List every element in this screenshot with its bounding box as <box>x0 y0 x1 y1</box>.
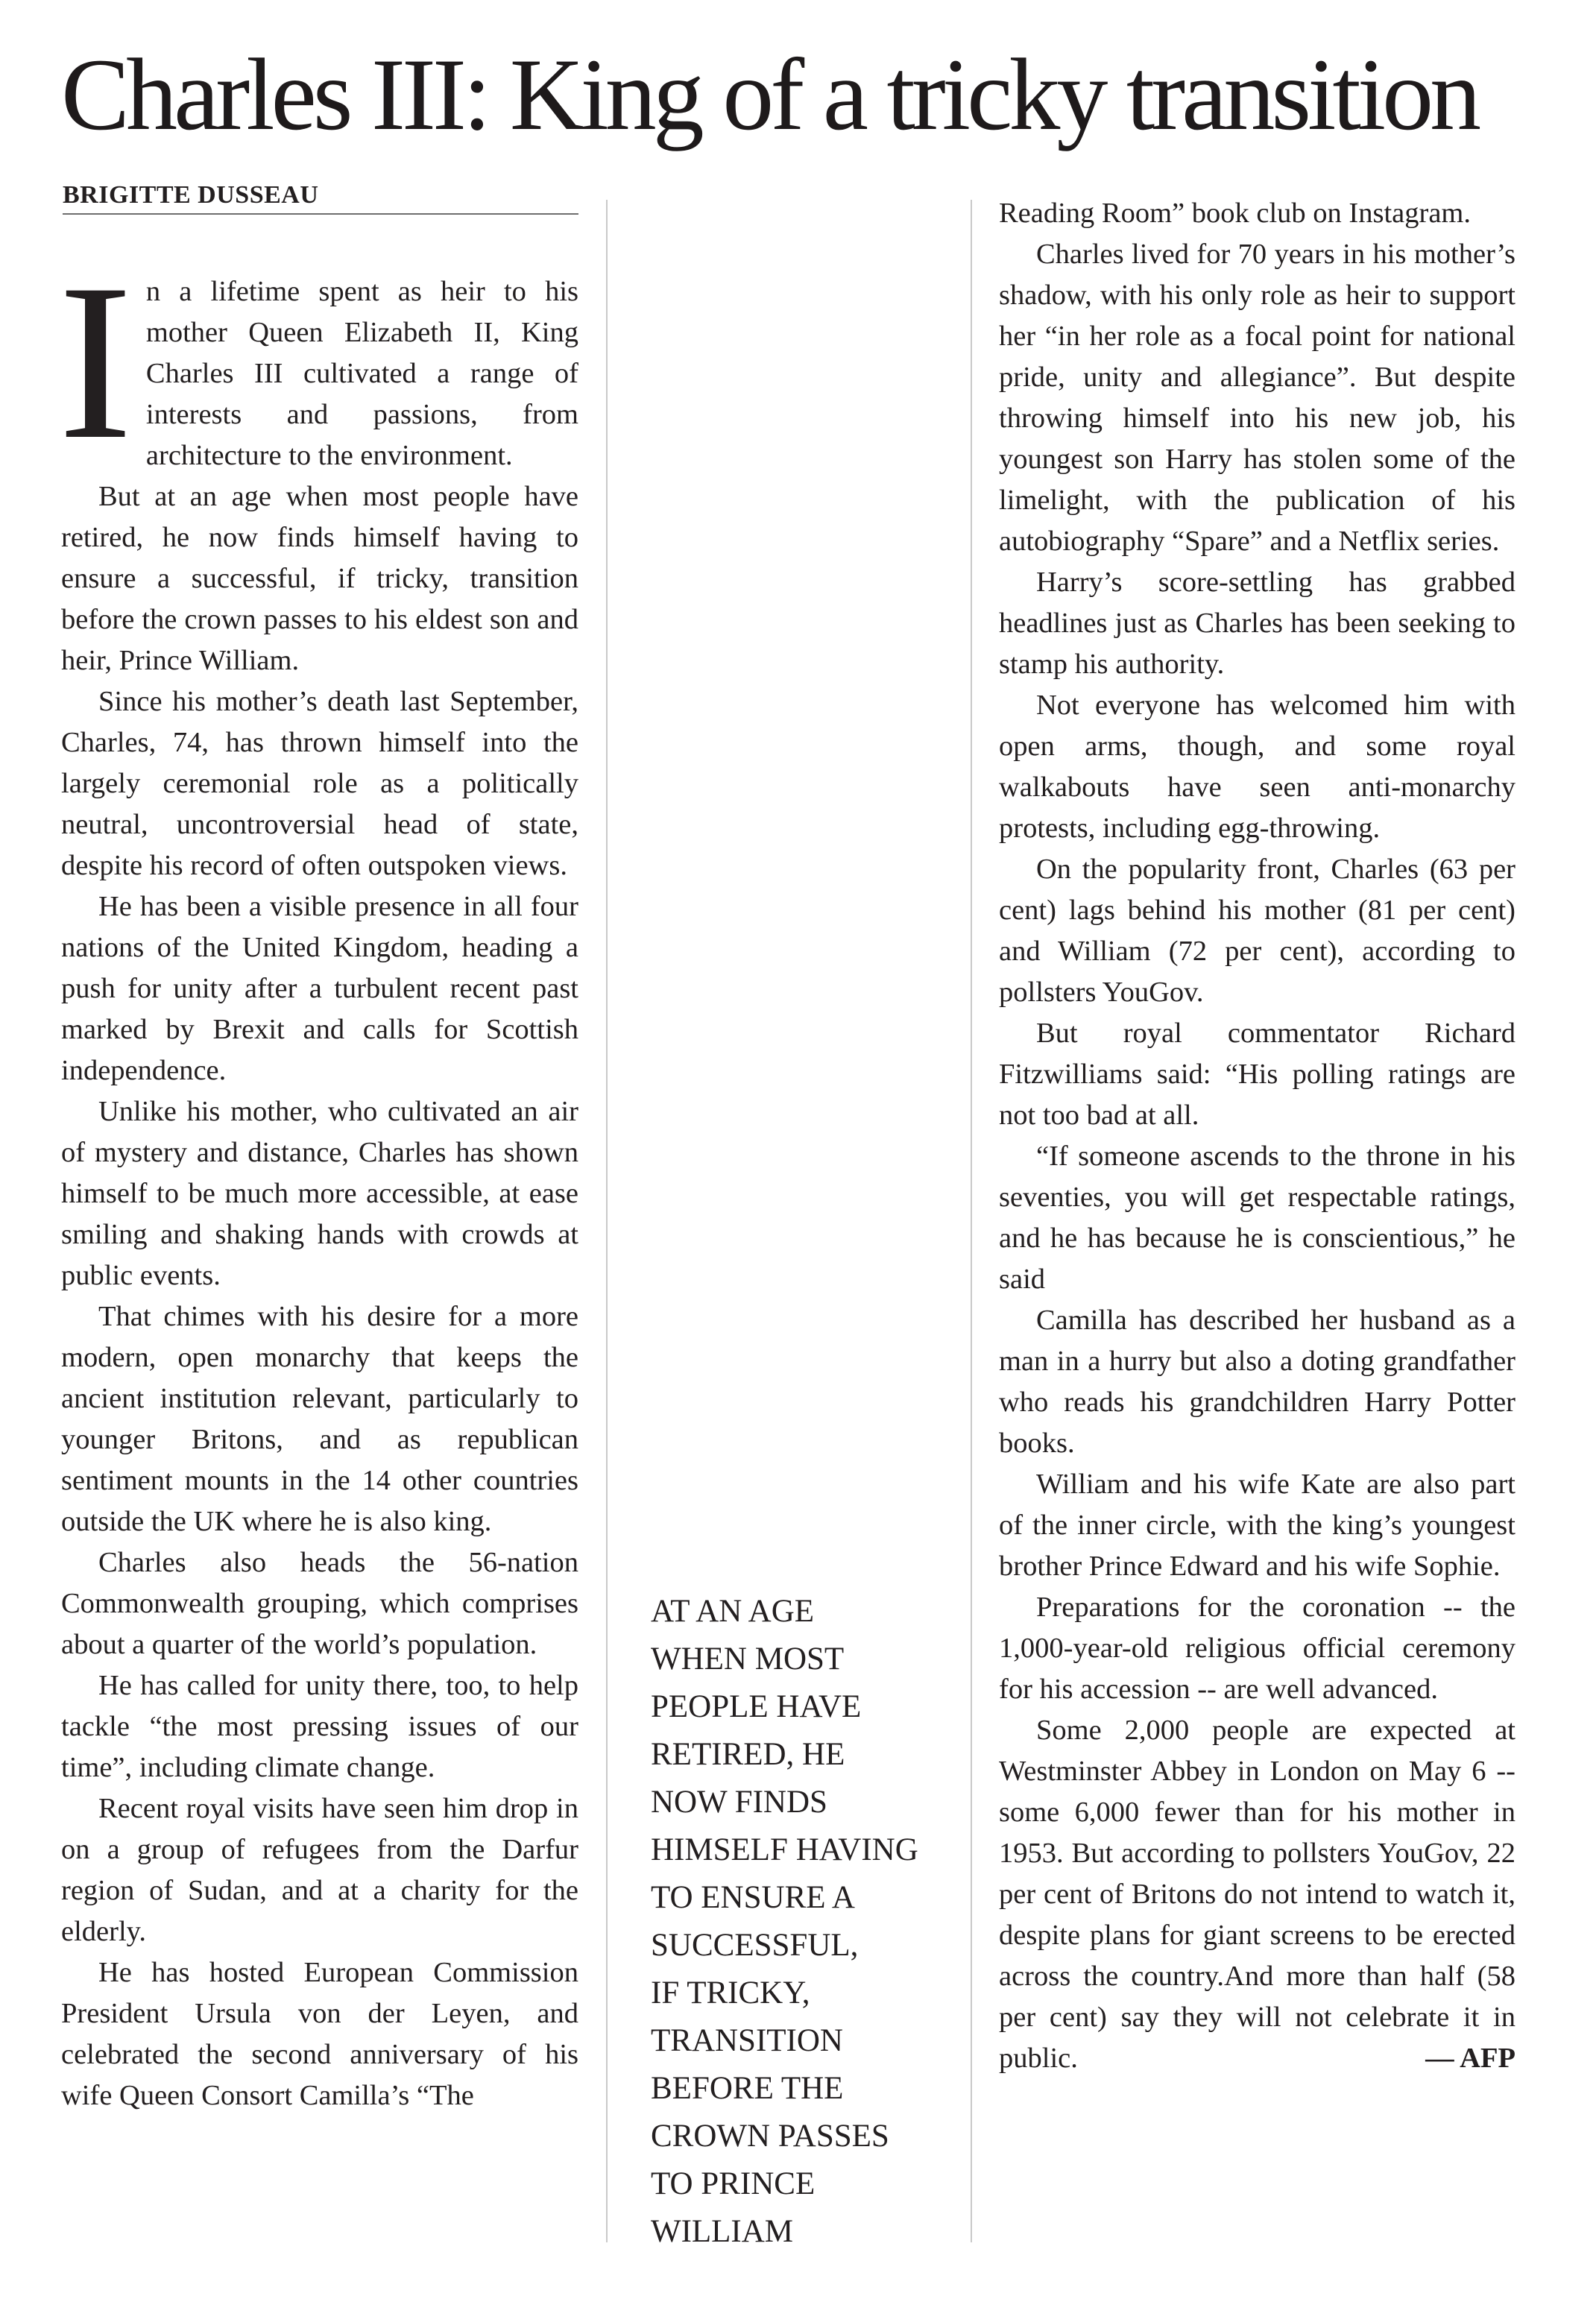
lead-paragraph-text: n a lifetime spent as heir to his mother Queen Elizabeth II, King Charles III cultivated a range of interests and passions, from architecture to the environment. <box>145 276 578 471</box>
body-paragraph: But at an age when most people have retired, he now finds himself having to ensure a successful, if tricky, transition before the crown passes to his eldest son and heir, Prince William. <box>61 481 578 676</box>
pull-quote-line: WILLIAM <box>651 2214 794 2249</box>
body-paragraph: Camilla has described her husband as a man in a hurry but also a doting grandfather who reads his grandchildren Harry Potter books. <box>999 1305 1515 1459</box>
pull-quote-line: HIMSELF HAVING <box>651 1832 918 1867</box>
body-paragraph: Preparations for the coronation -- the 1,000-year-old religious official ceremony for his accession -- are well advanced. <box>999 1592 1515 1705</box>
body-paragraph: He has called for unity there, too, to help tackle “the most pressing issues of our time”, including climate change. <box>61 1670 578 1783</box>
pull-quote-line: TO PRINCE <box>651 2166 816 2201</box>
column-divider-right <box>971 200 972 2242</box>
body-paragraph: Charles also heads the 56-nation Commonwealth grouping, which comprises about a quarter of the world’s population. <box>61 1547 578 1660</box>
headline: Charles III: King of a tricky transition <box>61 37 1478 151</box>
article-column-1 <box>58 238 578 2116</box>
pull-quote-line: AT AN AGE <box>651 1594 815 1629</box>
final-paragraph <box>999 1710 1515 2079</box>
drop-cap: I <box>58 238 133 485</box>
article-column-3 <box>999 193 1515 2079</box>
lead-paragraph <box>58 238 578 485</box>
byline: BRIGITTE DUSSEAU <box>63 180 578 215</box>
pull-quote-line: WHEN MOST <box>651 1642 845 1677</box>
column-divider-left <box>606 200 608 2242</box>
body-paragraph: Harry’s score-settling has grabbed headlines just as Charles has been seeking to stamp his authority. <box>999 567 1515 680</box>
continuation-paragraph: Reading Room” book club on Instagram. <box>999 198 1471 229</box>
body-paragraph: Since his mother’s death last September, Charles, 74, has thrown himself into the largely ceremonial role as a politically neutral, uncontroversial head of state, despite his record of often outspoken views. <box>61 686 578 881</box>
pull-quote-line: TRANSITION <box>651 2023 843 2058</box>
body-paragraph: Recent royal visits have seen him drop in on a group of refugees from the Darfur region of Sudan, and at a charity for the elderly. <box>61 1793 578 1947</box>
pull-quote-line: PEOPLE HAVE <box>651 1689 862 1724</box>
body-paragraph: “If someone ascends to the throne in his seventies, you will get respectable ratings, and he has because he is conscientious,” he said <box>999 1141 1515 1295</box>
pull-quote-line: TO ENSURE A <box>651 1880 855 1915</box>
body-paragraph: Unlike his mother, who cultivated an air of mystery and distance, Charles has shown himself to be much more accessible, at ease smiling and shaking hands with crowds at public events. <box>61 1096 578 1291</box>
pull-quote-line: BEFORE THE <box>651 2071 844 2106</box>
final-paragraph-text: Some 2,000 people are expected at Westminster Abbey in London on May 6 -- some 6,000 fewer than for his mother in 1953. But according to pollsters YouGov, 22 per cent of Britons do not intend to watch it, despite plans for giant screens to be erected across the country.And more than half (58 per cent) say they will not celebrate it in public. <box>999 1715 1515 2074</box>
pull-quote-line: NOW FINDS <box>651 1785 827 1820</box>
body-paragraph: On the popularity front, Charles (63 per cent) lags behind his mother (81 per cent) and William (72 per cent), according to pollsters YouGov. <box>999 854 1515 1008</box>
body-paragraph: Charles lived for 70 years in his mother’s shadow, with his only role as heir to support her “in her role as a focal point for national pride, unity and allegiance”. But despite throwing himself into his new job, his youngest son Harry has stolen some of the limelight, with the publication of his autobiography “Spare” and a Netflix series. <box>999 239 1515 557</box>
pull-quote <box>651 1588 949 2256</box>
body-paragraph: William and his wife Kate are also part of the inner circle, with the king’s youngest brother Prince Edward and his wife Sophie. <box>999 1469 1515 1582</box>
body-paragraph: Not everyone has welcomed him with open arms, though, and some royal walkabouts have seen anti-monarchy protests, including egg-throwing. <box>999 690 1515 844</box>
pull-quote-line: RETIRED, HE <box>651 1737 845 1772</box>
pull-quote-line: SUCCESSFUL, <box>651 1928 859 1963</box>
body-paragraph: That chimes with his desire for a more modern, open monarchy that keeps the ancient institution relevant, particularly to younger Britons, and as republican sentiment mounts in the 14 other countries outside the UK where he is also king. <box>61 1301 578 1537</box>
agency-credit: — AFP <box>1425 2043 1515 2074</box>
body-paragraph: But royal commentator Richard Fitzwilliams said: “His polling ratings are not too bad at all. <box>999 1018 1515 1131</box>
body-paragraph: He has hosted European Commission President Ursula von der Leyen, and celebrated the second anniversary of his wife Queen Consort Camilla’s “The <box>61 1957 578 2111</box>
pull-quote-line: IF TRICKY, <box>651 1975 810 2011</box>
body-paragraph: He has been a visible presence in all four nations of the United Kingdom, heading a push for unity after a turbulent recent past marked by Brexit and calls for Scottish independence. <box>61 891 578 1086</box>
pull-quote-line: CROWN PASSES <box>651 2119 889 2154</box>
